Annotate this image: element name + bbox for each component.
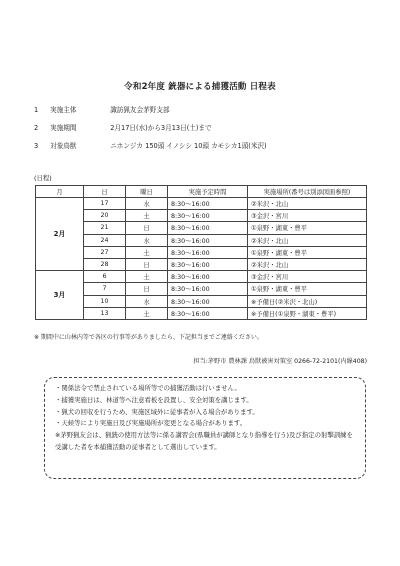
- time-cell: 8:30〜16:00: [168, 198, 248, 210]
- weekday-cell: 水: [126, 295, 168, 307]
- notice-box: [44, 377, 366, 479]
- place-cell: ②米沢・北山: [248, 258, 367, 270]
- place-cell: ②米沢・北山: [248, 198, 367, 210]
- time-cell: 8:30〜16:00: [168, 210, 248, 222]
- place-cell: ①泉野・湖東・豊平: [248, 283, 367, 295]
- notice-item: ・関係法令で禁止されている場所等での捕獲活動は行いません。: [55, 384, 241, 392]
- place-cell: ③金沢・宮川: [248, 210, 367, 222]
- day-cell: 7: [84, 283, 126, 295]
- contact-info: 担当:茅野市 農林課 鳥獣被害対策室 0266-72-2101(内線408): [193, 358, 367, 365]
- header-weekday: 曜日: [126, 186, 168, 198]
- info-label: 実施主体: [50, 106, 77, 114]
- header-day: 日: [84, 186, 126, 198]
- table-row: [36, 295, 367, 307]
- table-row: [36, 198, 367, 210]
- header-month: 月: [36, 186, 84, 198]
- weekday-cell: 日: [126, 222, 168, 234]
- page-title: 令和2年度 銃器による捕獲活動 日程表: [124, 82, 276, 92]
- info-number: 2: [34, 124, 39, 132]
- day-cell: 24: [84, 234, 126, 246]
- time-cell: 8:30〜16:00: [168, 234, 248, 246]
- schedule-table: [35, 185, 367, 320]
- weekday-cell: 土: [126, 246, 168, 258]
- time-cell: 8:30〜16:00: [168, 246, 248, 258]
- info-value: ニホンジカ 150頭 イノシシ 10頭 カモシカ1頭(米沢): [110, 142, 267, 150]
- table-row: [36, 246, 367, 258]
- info-row-period: [34, 122, 212, 132]
- info-row-targets: [34, 140, 267, 150]
- day-cell: 10: [84, 295, 126, 307]
- contact-note: ※ 期間中に山林内等で各区の行事等がありましたら、下記担当までご連絡ください。: [34, 334, 263, 341]
- table-row: [36, 283, 367, 295]
- month-cell: 3月: [36, 271, 84, 320]
- weekday-cell: 日: [126, 283, 168, 295]
- day-cell: 20: [84, 210, 126, 222]
- table-row: [36, 258, 367, 270]
- time-cell: 8:30〜16:00: [168, 295, 248, 307]
- day-cell: 28: [84, 258, 126, 270]
- table-header-row: [36, 186, 367, 198]
- info-value: 2月17日(水)から3月13日(土)まで: [110, 124, 212, 132]
- weekday-cell: 日: [126, 258, 168, 270]
- info-row-organizer: [34, 104, 170, 114]
- info-value: 諏訪猟友会茅野支部: [110, 106, 170, 114]
- time-cell: 8:30〜16:00: [168, 283, 248, 295]
- time-cell: 8:30〜16:00: [168, 271, 248, 283]
- table-row: [36, 222, 367, 234]
- weekday-cell: 水: [126, 234, 168, 246]
- place-cell: ①泉野・湖東・豊平: [248, 246, 367, 258]
- place-cell: ②米沢・北山: [248, 234, 367, 246]
- place-cell: ①泉野・湖東・豊平: [248, 222, 367, 234]
- place-cell: ※予備日(②米沢・北山): [248, 295, 367, 307]
- notice-item: ・捕獲実施日は、林道等へ注意看板を設置し、安全対策を講じます。: [55, 395, 253, 404]
- header-place: 実施場所(番号は別添図面参照): [248, 186, 367, 198]
- info-number: 1: [34, 106, 39, 114]
- day-cell: 27: [84, 246, 126, 258]
- time-cell: 8:30〜16:00: [168, 307, 248, 319]
- weekday-cell: 土: [126, 307, 168, 319]
- time-cell: 8:30〜16:00: [168, 258, 248, 270]
- header-time: 実施予定時間: [168, 186, 248, 198]
- day-cell: 6: [84, 271, 126, 283]
- notice-item: ・天候等により実施日及び実施場所が変更となる場合があります。: [55, 419, 247, 428]
- notice-item: ・猟犬の回収を行うため、実施区域外に従事者が入る場合があります。: [55, 407, 259, 416]
- table-row: [36, 210, 367, 222]
- day-cell: 17: [84, 198, 126, 210]
- notice-item: ※茅野猟友会は、猟銃の使用方法等に係る講習会(県職員が講師となり指導を行う)及び指定の射撃訓練を受講した者を本捕獲活動の従事者として選出しています。: [55, 431, 353, 451]
- day-cell: 13: [84, 307, 126, 319]
- info-number: 3: [34, 142, 39, 150]
- table-row: [36, 271, 367, 283]
- place-cell: ※予備日(①泉野・湖東・豊平): [248, 307, 367, 319]
- time-cell: 8:30〜16:00: [168, 222, 248, 234]
- info-label: 実施期間: [50, 124, 77, 132]
- table-row: [36, 234, 367, 246]
- schedule-label: (日程): [34, 174, 52, 182]
- day-cell: 21: [84, 222, 126, 234]
- weekday-cell: 土: [126, 271, 168, 283]
- place-cell: ③金沢・宮川: [248, 271, 367, 283]
- info-label: 対象鳥獣: [50, 142, 77, 150]
- month-cell: 2月: [36, 198, 84, 271]
- weekday-cell: 土: [126, 210, 168, 222]
- weekday-cell: 水: [126, 198, 168, 210]
- table-row: [36, 307, 367, 319]
